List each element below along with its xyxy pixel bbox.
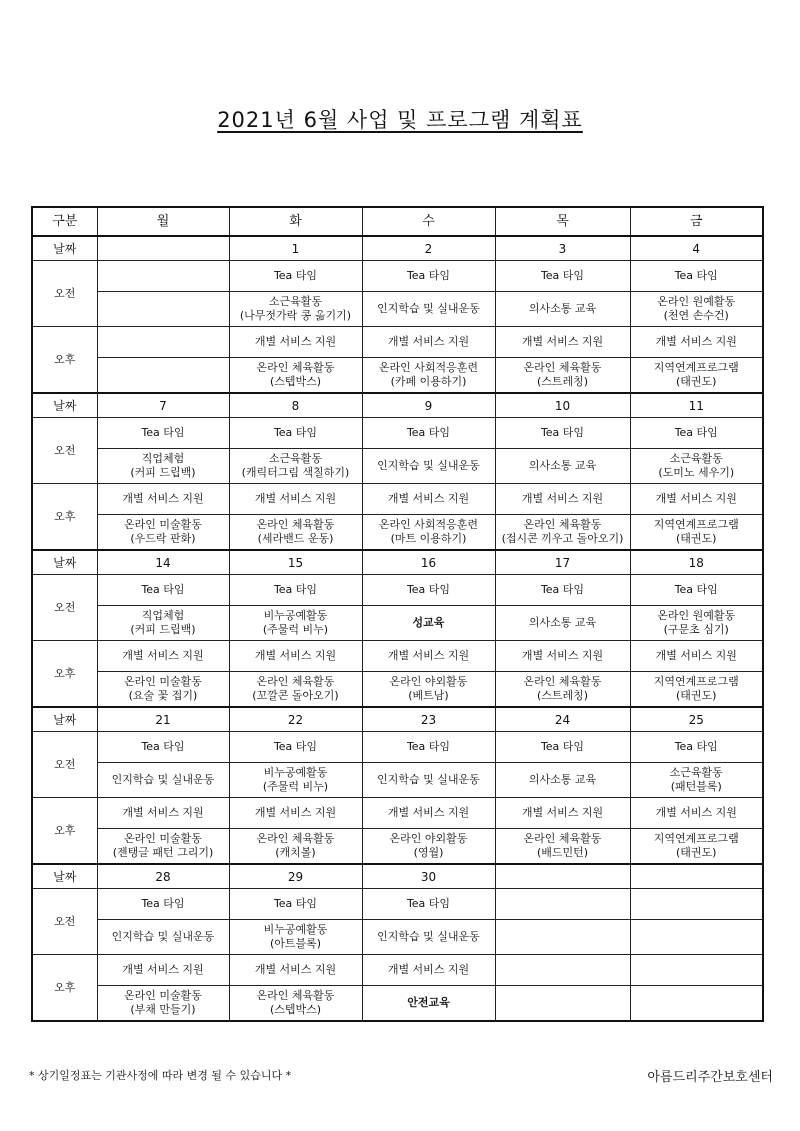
activity-cell xyxy=(495,763,630,798)
date-row xyxy=(32,550,763,575)
date-cell: 18 xyxy=(630,550,763,575)
activity-detail: (천연 손수건) xyxy=(663,309,729,322)
activity-title: 지역연계프로그램 xyxy=(653,832,739,845)
header-tue: 화 xyxy=(229,207,362,236)
activity-title: 온라인 원예활동 xyxy=(657,295,736,308)
activity-cell: 개별 서비스 지원 xyxy=(229,955,362,986)
activity-title: 온라인 미술활동 xyxy=(124,518,202,531)
activity-cell xyxy=(97,920,229,955)
activity-cell xyxy=(495,606,630,641)
activity-cell xyxy=(495,449,630,484)
date-cell: 1 xyxy=(229,236,362,261)
activity-title: 비누공예활동 xyxy=(263,923,328,936)
activity-cell: 개별 서비스 지원 xyxy=(362,798,495,829)
activity-cell xyxy=(97,327,229,358)
activity-detail: (커피 드립백) xyxy=(130,623,196,636)
activity-cell xyxy=(97,261,229,292)
activity-cell xyxy=(630,292,763,327)
date-cell: 8 xyxy=(229,393,362,418)
date-label: 날짜 xyxy=(32,864,97,889)
am-row-2 xyxy=(32,449,763,484)
activity-cell xyxy=(97,672,229,708)
activity-cell: 개별 서비스 지원 xyxy=(97,484,229,515)
activity-cell: Tea 타임 xyxy=(495,575,630,606)
pm-label: 오후 xyxy=(32,484,97,551)
activity-cell xyxy=(97,986,229,1022)
activity-title: 지역연계프로그램 xyxy=(653,675,739,688)
activity-cell: Tea 타임 xyxy=(362,575,495,606)
activity-title: 온라인 체육활동 xyxy=(256,675,335,688)
activity-cell xyxy=(362,292,495,327)
date-row xyxy=(32,864,763,889)
activity-title: 온라인 체육활동 xyxy=(256,361,335,374)
activity-cell xyxy=(495,986,630,1022)
activity-detail: (카페 이용하기) xyxy=(390,375,467,388)
activity-detail: (나무젓가락 콩 옮기기) xyxy=(239,309,352,322)
activity-cell xyxy=(229,672,362,708)
am-row-1 xyxy=(32,732,763,763)
activity-cell: Tea 타임 xyxy=(630,575,763,606)
activity-cell xyxy=(229,515,362,551)
activity-title: 온라인 사회적응훈련 xyxy=(378,361,479,374)
header-wed: 수 xyxy=(362,207,495,236)
activity-cell xyxy=(229,358,362,394)
activity-cell xyxy=(495,889,630,920)
activity-title: 온라인 미술활동 xyxy=(124,675,202,688)
activity-cell: 개별 서비스 지원 xyxy=(495,641,630,672)
am-row-1 xyxy=(32,889,763,920)
activity-title: 온라인 체육활동 xyxy=(256,832,335,845)
activity-title: 온라인 체육활동 xyxy=(256,989,335,1002)
activity-detail: (태권도) xyxy=(676,532,717,545)
pm-row-1 xyxy=(32,641,763,672)
am-row-2 xyxy=(32,292,763,327)
date-cell: 14 xyxy=(97,550,229,575)
activity-title: 소근육활동 xyxy=(268,452,323,465)
title-text: 2021년 6월 사업 및 프로그램 계획표 xyxy=(217,108,583,132)
am-label: 오전 xyxy=(32,418,97,484)
activity-cell: 개별 서비스 지원 xyxy=(630,327,763,358)
activity-cell xyxy=(495,515,630,551)
date-cell: 4 xyxy=(630,236,763,261)
activity-cell: 개별 서비스 지원 xyxy=(362,484,495,515)
date-cell: 23 xyxy=(362,707,495,732)
activity-title: 인지학습 및 실내운동 xyxy=(377,302,480,315)
activity-title: 인지학습 및 실내운동 xyxy=(111,930,215,943)
activity-cell xyxy=(630,515,763,551)
activity-cell: Tea 타임 xyxy=(630,732,763,763)
activity-detail: (태권도) xyxy=(676,846,717,859)
activity-title: 의사소통 교육 xyxy=(528,302,597,315)
date-label: 날짜 xyxy=(32,393,97,418)
date-cell: 30 xyxy=(362,864,495,889)
activity-cell xyxy=(362,449,495,484)
schedule-table xyxy=(31,206,764,1022)
activity-title: 안전교육 xyxy=(407,996,450,1009)
header-fri: 금 xyxy=(630,207,763,236)
activity-cell xyxy=(630,829,763,865)
activity-cell xyxy=(229,606,362,641)
activity-cell xyxy=(630,955,763,986)
activity-title: 인지학습 및 실내운동 xyxy=(111,773,215,786)
date-row xyxy=(32,707,763,732)
activity-cell xyxy=(630,449,763,484)
pm-label: 오후 xyxy=(32,641,97,708)
date-label: 날짜 xyxy=(32,550,97,575)
header-mon: 월 xyxy=(97,207,229,236)
activity-title: 비누공예활동 xyxy=(263,609,328,622)
activity-cell: Tea 타임 xyxy=(97,732,229,763)
activity-detail: (캐릭터그림 색칠하기) xyxy=(241,466,350,479)
activity-cell: Tea 타임 xyxy=(97,418,229,449)
activity-title: 온라인 야외활동 xyxy=(389,675,468,688)
am-label: 오전 xyxy=(32,732,97,798)
activity-detail: (세라밴드 운동) xyxy=(257,532,334,545)
date-row xyxy=(32,393,763,418)
activity-detail: (태권도) xyxy=(676,375,717,388)
date-cell: 21 xyxy=(97,707,229,732)
activity-detail: (젠탱글 패턴 그리기) xyxy=(112,846,214,859)
activity-cell xyxy=(630,358,763,394)
activity-cell: 개별 서비스 지원 xyxy=(229,798,362,829)
activity-cell xyxy=(229,449,362,484)
pm-row-1 xyxy=(32,955,763,986)
activity-cell: 개별 서비스 지원 xyxy=(229,641,362,672)
activity-detail: (구문초 심기) xyxy=(663,623,729,636)
activity-title: 의사소통 교육 xyxy=(528,459,597,472)
activity-cell xyxy=(362,986,495,1022)
activity-detail: (주물럭 비누) xyxy=(262,623,329,636)
activity-detail: (스트레칭) xyxy=(536,689,589,702)
activity-title: 소근육활동 xyxy=(669,766,723,779)
activity-title: 소근육활동 xyxy=(669,452,723,465)
activity-cell xyxy=(362,763,495,798)
activity-cell: 개별 서비스 지원 xyxy=(97,798,229,829)
activity-cell: 개별 서비스 지원 xyxy=(630,484,763,515)
activity-cell xyxy=(630,889,763,920)
activity-detail: (부채 만들기) xyxy=(130,1003,196,1016)
activity-detail: (마트 이용하기) xyxy=(390,532,467,545)
activity-title: 온라인 체육활동 xyxy=(523,361,602,374)
activity-title: 온라인 사회적응훈련 xyxy=(378,518,479,531)
activity-cell xyxy=(97,358,229,394)
activity-cell xyxy=(630,672,763,708)
activity-cell: Tea 타임 xyxy=(229,889,362,920)
activity-cell xyxy=(97,292,229,327)
activity-cell: Tea 타임 xyxy=(495,418,630,449)
activity-cell: 개별 서비스 지원 xyxy=(630,641,763,672)
pm-label: 오후 xyxy=(32,798,97,865)
activity-cell: 개별 서비스 지원 xyxy=(495,798,630,829)
date-cell: 3 xyxy=(495,236,630,261)
pm-row-1 xyxy=(32,327,763,358)
activity-title: 온라인 체육활동 xyxy=(523,832,602,845)
date-cell: 2 xyxy=(362,236,495,261)
footer-note: * 상기일정표는 기관사정에 따라 변경 될 수 있습니다 * xyxy=(29,1069,292,1082)
activity-cell: 개별 서비스 지원 xyxy=(630,798,763,829)
pm-label: 오후 xyxy=(32,327,97,394)
activity-cell xyxy=(229,920,362,955)
activity-title: 온라인 미술활동 xyxy=(124,832,202,845)
activity-detail: (아트블록) xyxy=(269,937,322,950)
date-row xyxy=(32,236,763,261)
activity-title: 온라인 미술활동 xyxy=(124,989,202,1002)
am-row-1 xyxy=(32,261,763,292)
pm-row-2 xyxy=(32,358,763,394)
am-row-2 xyxy=(32,763,763,798)
activity-detail: (요술 꽃 접기) xyxy=(128,689,198,702)
activity-cell xyxy=(362,358,495,394)
activity-cell xyxy=(97,606,229,641)
activity-title: 의사소통 교육 xyxy=(528,616,597,629)
activity-detail: (베트남) xyxy=(408,689,449,702)
activity-title: 온라인 체육활동 xyxy=(256,518,335,531)
activity-cell xyxy=(362,606,495,641)
date-cell: 25 xyxy=(630,707,763,732)
activity-detail: (캐치볼) xyxy=(275,846,316,859)
activity-detail: (접시콘 끼우고 돌아오기) xyxy=(501,532,624,545)
activity-cell: 개별 서비스 지원 xyxy=(495,327,630,358)
am-row-1 xyxy=(32,418,763,449)
activity-title: 지역연계프로그램 xyxy=(653,361,739,374)
activity-detail: (스텝박스) xyxy=(269,1003,322,1016)
activity-cell: Tea 타임 xyxy=(97,889,229,920)
activity-cell: 개별 서비스 지원 xyxy=(97,641,229,672)
activity-cell: Tea 타임 xyxy=(229,575,362,606)
activity-detail: (스트레칭) xyxy=(536,375,589,388)
activity-detail: (배드민턴) xyxy=(536,846,589,859)
date-cell: 10 xyxy=(495,393,630,418)
activity-cell: Tea 타임 xyxy=(229,732,362,763)
activity-cell: Tea 타임 xyxy=(362,261,495,292)
activity-cell: Tea 타임 xyxy=(362,418,495,449)
activity-title: 의사소통 교육 xyxy=(528,773,597,786)
date-cell: 15 xyxy=(229,550,362,575)
activity-detail: (커피 드립백) xyxy=(130,466,196,479)
date-cell xyxy=(630,864,763,889)
date-cell xyxy=(97,236,229,261)
pm-row-1 xyxy=(32,484,763,515)
pm-label: 오후 xyxy=(32,955,97,1022)
date-cell: 16 xyxy=(362,550,495,575)
activity-title: 인지학습 및 실내운동 xyxy=(377,930,480,943)
am-row-2 xyxy=(32,920,763,955)
activity-detail: (패턴블록) xyxy=(670,780,722,793)
pm-row-2 xyxy=(32,829,763,865)
pm-row-1 xyxy=(32,798,763,829)
activity-detail: (영월) xyxy=(413,846,444,859)
activity-title: 성교육 xyxy=(412,616,445,629)
activity-title: 지역연계프로그램 xyxy=(653,518,739,531)
activity-cell: 개별 서비스 지원 xyxy=(362,641,495,672)
activity-title: 소근육활동 xyxy=(268,295,323,308)
activity-detail: (태권도) xyxy=(676,689,717,702)
date-cell: 17 xyxy=(495,550,630,575)
activity-cell xyxy=(229,763,362,798)
activity-detail: (꼬깔콘 돌아오기) xyxy=(252,689,339,702)
pm-row-2 xyxy=(32,986,763,1022)
activity-cell xyxy=(362,515,495,551)
date-cell: 28 xyxy=(97,864,229,889)
am-row-2 xyxy=(32,606,763,641)
activity-cell xyxy=(97,515,229,551)
activity-cell xyxy=(630,606,763,641)
activity-cell: 개별 서비스 지원 xyxy=(229,327,362,358)
activity-cell: Tea 타임 xyxy=(362,732,495,763)
activity-cell xyxy=(495,920,630,955)
activity-cell: Tea 타임 xyxy=(362,889,495,920)
activity-detail: (도미노 세우기) xyxy=(658,466,735,479)
page-title xyxy=(0,104,800,134)
date-cell: 29 xyxy=(229,864,362,889)
footer-org: 아름드리주간보호센터 xyxy=(647,1070,773,1085)
activity-cell xyxy=(495,358,630,394)
activity-cell: Tea 타임 xyxy=(495,732,630,763)
activity-title: 온라인 체육활동 xyxy=(523,675,602,688)
date-label: 날짜 xyxy=(32,236,97,261)
date-cell: 11 xyxy=(630,393,763,418)
activity-cell: 개별 서비스 지원 xyxy=(495,484,630,515)
activity-cell xyxy=(362,920,495,955)
activity-title: 온라인 야외활동 xyxy=(389,832,468,845)
activity-cell xyxy=(97,763,229,798)
activity-cell xyxy=(97,449,229,484)
date-cell: 24 xyxy=(495,707,630,732)
activity-detail: (스텝박스) xyxy=(269,375,322,388)
activity-detail: (주물럭 비누) xyxy=(262,780,329,793)
date-label: 날짜 xyxy=(32,707,97,732)
activity-cell: 개별 서비스 지원 xyxy=(229,484,362,515)
activity-title: 비누공예활동 xyxy=(263,766,328,779)
date-cell: 9 xyxy=(362,393,495,418)
activity-cell: Tea 타임 xyxy=(495,261,630,292)
activity-cell: Tea 타임 xyxy=(97,575,229,606)
pm-row-2 xyxy=(32,672,763,708)
date-cell xyxy=(495,864,630,889)
activity-cell xyxy=(630,920,763,955)
am-label: 오전 xyxy=(32,261,97,327)
header-category: 구분 xyxy=(32,207,97,236)
activity-cell xyxy=(495,672,630,708)
activity-cell xyxy=(362,672,495,708)
activity-cell xyxy=(495,955,630,986)
activity-cell xyxy=(630,763,763,798)
activity-cell: 개별 서비스 지원 xyxy=(97,955,229,986)
activity-cell xyxy=(97,829,229,865)
activity-cell xyxy=(229,829,362,865)
activity-cell: Tea 타임 xyxy=(229,418,362,449)
header-row xyxy=(32,207,763,236)
pm-row-2 xyxy=(32,515,763,551)
activity-detail: (우드락 판화) xyxy=(130,532,196,545)
date-cell: 22 xyxy=(229,707,362,732)
activity-title: 직업체험 xyxy=(141,452,185,465)
activity-cell: Tea 타임 xyxy=(630,261,763,292)
am-label: 오전 xyxy=(32,575,97,641)
activity-title: 인지학습 및 실내운동 xyxy=(377,773,480,786)
activity-cell xyxy=(495,292,630,327)
am-row-1 xyxy=(32,575,763,606)
date-cell: 7 xyxy=(97,393,229,418)
am-label: 오전 xyxy=(32,889,97,955)
activity-cell xyxy=(229,986,362,1022)
activity-cell: 개별 서비스 지원 xyxy=(362,955,495,986)
header-thu: 목 xyxy=(495,207,630,236)
activity-title: 온라인 원예활동 xyxy=(657,609,736,622)
activity-title: 인지학습 및 실내운동 xyxy=(377,459,480,472)
activity-cell: 개별 서비스 지원 xyxy=(362,327,495,358)
activity-cell: Tea 타임 xyxy=(229,261,362,292)
activity-cell: Tea 타임 xyxy=(630,418,763,449)
activity-cell xyxy=(630,986,763,1022)
activity-cell xyxy=(229,292,362,327)
activity-title: 온라인 체육활동 xyxy=(523,518,602,531)
activity-cell xyxy=(362,829,495,865)
activity-title: 직업체험 xyxy=(141,609,185,622)
activity-cell xyxy=(495,829,630,865)
